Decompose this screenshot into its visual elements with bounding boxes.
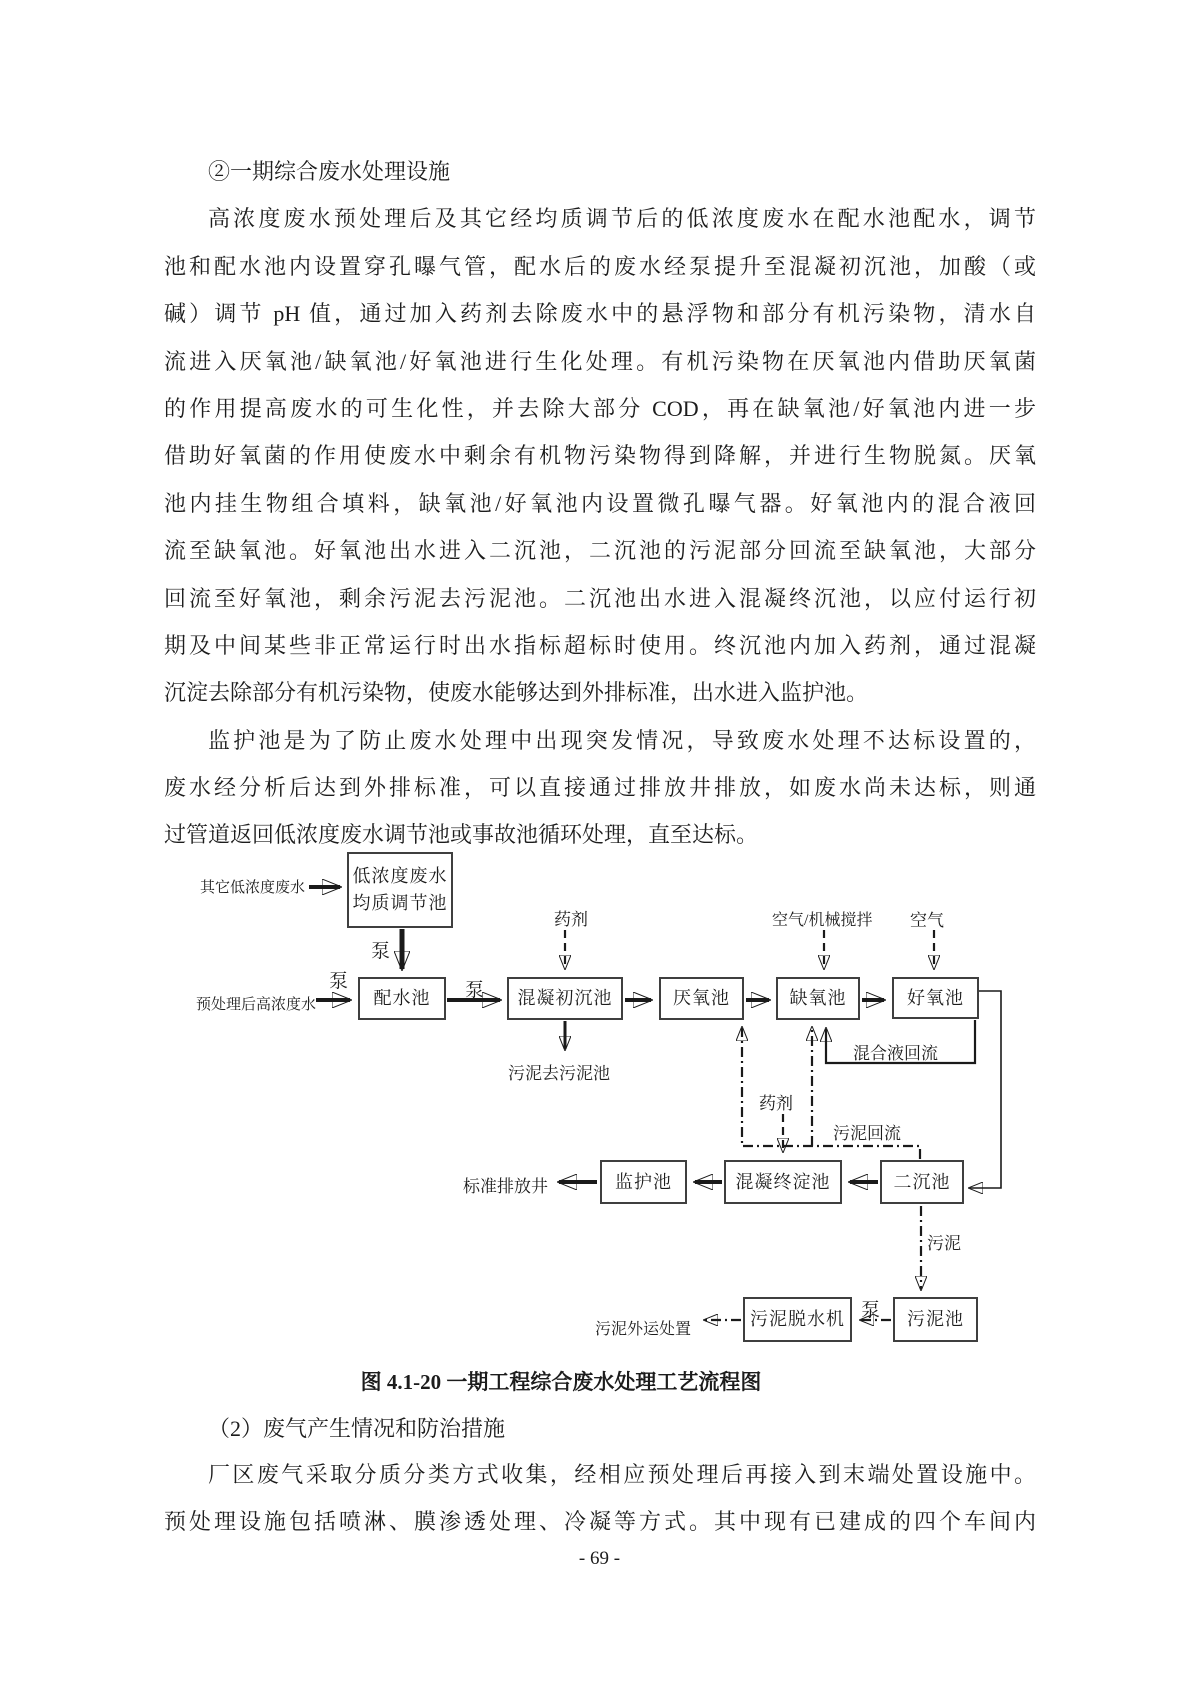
box-secondary-label: 二沉池 [893, 1171, 951, 1192]
body-line: 监护池是为了防止废水处理中出现突发情况，导致废水处理不达标设置的， [208, 727, 1036, 753]
label-sludge-return: 污泥回流 [833, 1124, 901, 1143]
body-line: 流至缺氧池。好氧池出水进入二沉池，二沉池的污泥部分回流至缺氧池，大部分 [164, 538, 1036, 564]
box-equalization-line2: 均质调节池 [352, 893, 448, 913]
box-aerobic-label: 好氧池 [907, 987, 964, 1008]
body-line: 碱）调节 pH 值，通过加入药剂去除废水中的悬浮物和部分有机污染物，清水自 [164, 301, 1036, 327]
sub-heading: （2）废气产生情况和防治措施 [208, 1416, 506, 1441]
body-line: 池和配水池内设置穿孔曝气管，配水后的废水经泵提升至混凝初沉池，加酸（或 [164, 253, 1036, 279]
label-pump-3: 泵 [465, 980, 485, 1001]
label-sludge-disposal: 污泥外运处置 [595, 1321, 692, 1338]
label-discharge-well: 标准排放井 [463, 1177, 548, 1196]
body-line: 池内挂生物组合填料，缺氧池/好氧池内设置微孔曝气器。好氧池内的混合液回 [164, 490, 1036, 516]
figure-caption: 图 4.1-20 一期工程综合废水处理工艺流程图 [360, 1370, 762, 1394]
box-sludge-tank [893, 1297, 978, 1342]
box-primary-sedimentation [507, 977, 623, 1020]
box-anoxic-label: 缺氧池 [789, 988, 847, 1008]
label-chemical-1: 药剂 [554, 910, 588, 929]
label-pump-1: 泵 [371, 941, 391, 962]
box-sludge-tank-label: 污泥池 [907, 1309, 964, 1329]
body-line: 废水经分析后达到外排标准，可以直接通过排放井排放，如废水尚未达标，则通 [164, 775, 1036, 801]
label-sludge: 污泥 [927, 1234, 961, 1253]
box-anaerobic-tank [659, 977, 744, 1020]
body-line: 期及中间某些非正常运行时出水指标超标时使用。终沉池内加入药剂，通过混凝 [164, 632, 1036, 658]
label-sludge-to-tank: 污泥去污泥池 [508, 1064, 610, 1083]
label-mixed-liquor-return: 混合液回流 [853, 1044, 938, 1063]
box-final-label: 混凝终淀池 [735, 1171, 831, 1192]
label-other-low-water: 其它低浓度废水 [200, 880, 306, 896]
body-line: 过管道返回低浓度废水调节池或事故池循环处理，直至达标。 [164, 822, 759, 848]
body-line: 沉淀去除部分有机污染物，使废水能够达到外排标准，出水进入监护池。 [164, 680, 869, 706]
box-aerobic-tank [892, 977, 979, 1019]
box-monitoring-tank [600, 1160, 687, 1204]
body-line: 高浓度废水预处理后及其它经均质调节后的低浓度废水在配水池配水，调节 [208, 206, 1036, 232]
body-line: 流进入厌氧池/缺氧池/好氧池进行生化处理。有机污染物在厌氧池内借助厌氧菌 [164, 348, 1036, 374]
box-dewatering-label: 污泥脱水机 [750, 1309, 845, 1329]
box-sludge-dewatering [743, 1297, 852, 1342]
box-secondary-sedimentation [880, 1160, 964, 1204]
box-distribution-tank [358, 977, 446, 1020]
label-pump-4: 泵 [861, 1300, 881, 1321]
box-distribution-label: 配水池 [373, 988, 431, 1008]
label-pump-2: 泵 [329, 971, 349, 992]
box-anoxic-tank [776, 977, 860, 1020]
body-line: 借助好氧菌的作用使废水中剩余有机物污染物得到降解，并进行生物脱氮。厌氧 [164, 443, 1036, 469]
section-heading: ②一期综合废水处理设施 [208, 159, 451, 184]
box-anaerobic-label: 厌氧池 [673, 988, 730, 1008]
body-line: 回流至好氧池，剩余污泥去污泥池。二沉池出水进入混凝终沉池，以应付运行初 [164, 585, 1036, 611]
body-line: 厂区废气采取分质分类方式收集，经相应预处理后再接入到末端处置设施中。 [208, 1462, 1036, 1488]
label-chemical-2: 药剂 [759, 1094, 793, 1113]
box-final-sedimentation [724, 1160, 842, 1204]
box-equalization-line1: 低浓度废水 [352, 866, 448, 886]
body-line: 的作用提高废水的可生化性，并去除大部分 COD，再在缺氧池/好氧池内进一步 [164, 395, 1036, 421]
label-pretreated-high-water: 预处理后高浓度水 [196, 997, 317, 1013]
label-air: 空气 [910, 911, 944, 930]
page-number: - 69 - [578, 1548, 621, 1569]
body-line: 预处理设施包括喷淋、膜渗透处理、冷凝等方式。其中现有已建成的四个车间内 [164, 1508, 1036, 1534]
box-monitoring-label: 监护池 [615, 1171, 672, 1192]
box-equalization-tank [347, 852, 453, 928]
box-primary-label: 混凝初沉池 [517, 988, 613, 1008]
label-air-mech-stir: 空气/机械搅拌 [772, 912, 873, 929]
